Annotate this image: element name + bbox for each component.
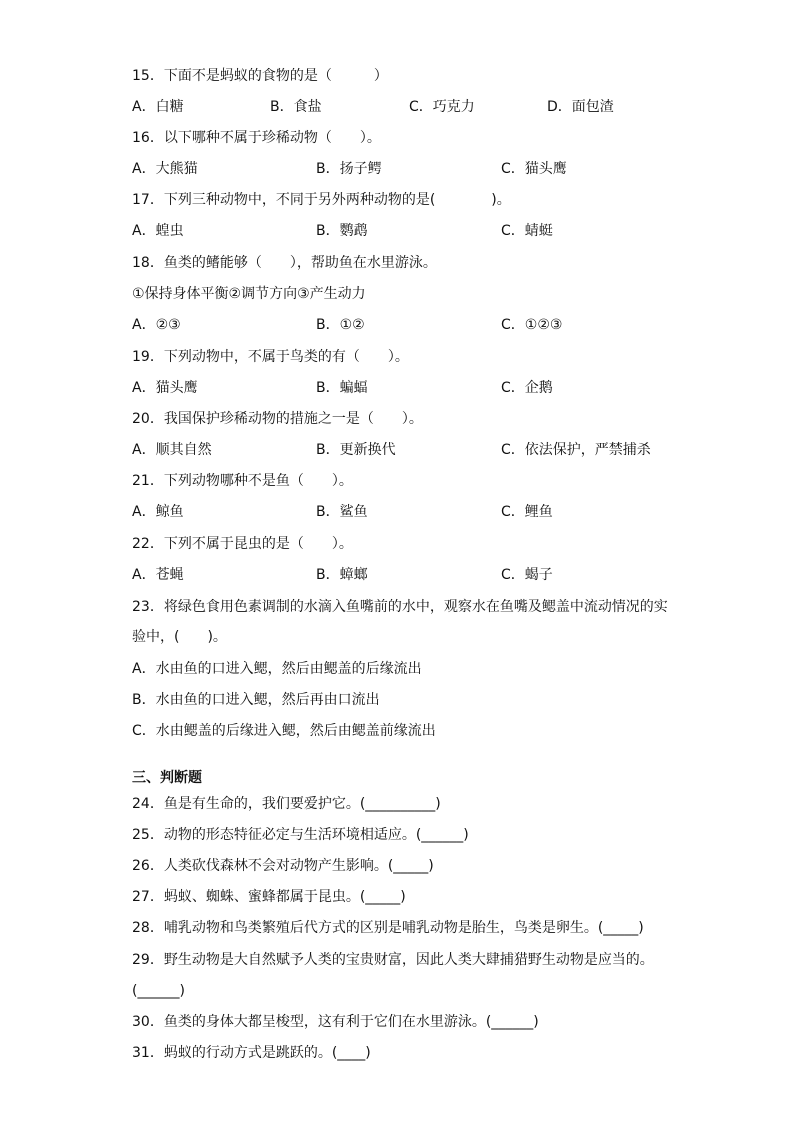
option-a: A．顺其自然 xyxy=(132,442,212,458)
option-b: B．鲨鱼 xyxy=(316,504,368,520)
option-a: A．②③ xyxy=(132,317,181,333)
question-22-options xyxy=(132,565,732,585)
question-21-options xyxy=(132,502,732,522)
question-19-options xyxy=(132,378,732,398)
question-20-options xyxy=(132,440,732,460)
question-17-options xyxy=(132,221,732,241)
option-b: B．食盐 xyxy=(270,99,322,115)
judge-item-25: 25．动物的形态特征必定与生活环境相适应。(______) xyxy=(132,827,469,843)
option-c: C．依法保护，严禁捕杀 xyxy=(501,442,651,458)
question-18-stem: 18．鱼类的鳍能够（ ），帮助鱼在水里游泳。 xyxy=(132,255,437,271)
question-22-stem: 22．下列不属于昆虫的是（ ）。 xyxy=(132,536,353,552)
question-19-stem: 19．下列动物中，不属于鸟类的有（ ）。 xyxy=(132,349,409,365)
option-b: B．鹦鹉 xyxy=(316,223,368,239)
judge-item-28: 28．哺乳动物和鸟类繁殖后代方式的区别是哺乳动物是胎生，鸟类是卵生。(_____) xyxy=(132,920,644,936)
question-23-stem-line-1: 23．将绿色食用色素调制的水滴入鱼嘴前的水中，观察水在鱼嘴及鳃盖中流动情况的实 xyxy=(132,599,668,615)
question-20-stem: 20．我国保护珍稀动物的措施之一是（ ）。 xyxy=(132,411,423,427)
option-c: C．企鹅 xyxy=(501,380,553,396)
option-a: A．大熊猫 xyxy=(132,161,198,177)
question-16-options xyxy=(132,159,732,179)
judge-item-29: 29．野生动物是大自然赋予人类的宝贵财富，因此人类大肆捕猎野生动物是应当的。 xyxy=(132,952,654,968)
judge-item-27: 27．蚂蚁、蜘蛛、蜜蜂都属于昆虫。(_____) xyxy=(132,889,406,905)
judge-item-26: 26．人类砍伐森林不会对动物产生影响。(_____) xyxy=(132,858,434,874)
question-23-option-a: A．水由鱼的口进入鳃，然后由鳃盖的后缘流出 xyxy=(132,661,422,677)
question-23-option-b: B．水由鱼的口进入鳃，然后再由口流出 xyxy=(132,692,380,708)
option-b: B．蝙蝠 xyxy=(316,380,368,396)
option-c: C．猫头鹰 xyxy=(501,161,567,177)
judge-item-30: 30．鱼类的身体大都呈梭型，这有利于它们在水里游泳。(______) xyxy=(132,1014,539,1030)
option-b: B．①② xyxy=(316,317,365,333)
option-b: B．更新换代 xyxy=(316,442,396,458)
option-d: D．面包渣 xyxy=(547,99,614,115)
option-c: C．鲤鱼 xyxy=(501,504,553,520)
option-c: C．蝎子 xyxy=(501,567,553,583)
judge-item-29-blank: (______) xyxy=(132,983,185,999)
option-c: C．巧克力 xyxy=(409,99,475,115)
option-c: C．蜻蜓 xyxy=(501,223,553,239)
question-15-options xyxy=(132,97,732,117)
option-a: A．苍蝇 xyxy=(132,567,184,583)
option-b: B．蟑螂 xyxy=(316,567,368,583)
question-16-stem: 16．以下哪种不属于珍稀动物（ ）。 xyxy=(132,130,381,146)
section-title: 三、判断题 xyxy=(132,770,202,786)
option-a: A．白糖 xyxy=(132,99,184,115)
question-18-options xyxy=(132,315,732,335)
question-23-option-c: C．水由鳃盖的后缘进入鳃，然后由鳃盖前缘流出 xyxy=(132,723,436,739)
question-17-stem: 17．下列三种动物中，不同于另外两种动物的是( )。 xyxy=(132,192,511,208)
option-c: C．①②③ xyxy=(501,317,563,333)
question-18-note: ①保持身体平衡②调节方向③产生动力 xyxy=(132,286,366,302)
question-23-stem-line-2: 验中，( )。 xyxy=(132,629,227,645)
judge-item-31: 31．蚂蚁的行动方式是跳跃的。(____) xyxy=(132,1045,371,1061)
option-a: A．猫头鹰 xyxy=(132,380,198,396)
option-a: A．蝗虫 xyxy=(132,223,184,239)
question-21-stem: 21．下列动物哪种不是鱼（ ）。 xyxy=(132,473,353,489)
option-b: B．扬子鳄 xyxy=(316,161,382,177)
question-15-stem: 15．下面不是蚂蚁的食物的是（ ） xyxy=(132,68,388,84)
option-a: A．鲸鱼 xyxy=(132,504,184,520)
judge-item-24: 24．鱼是有生命的，我们要爱护它。(__________) xyxy=(132,796,441,812)
